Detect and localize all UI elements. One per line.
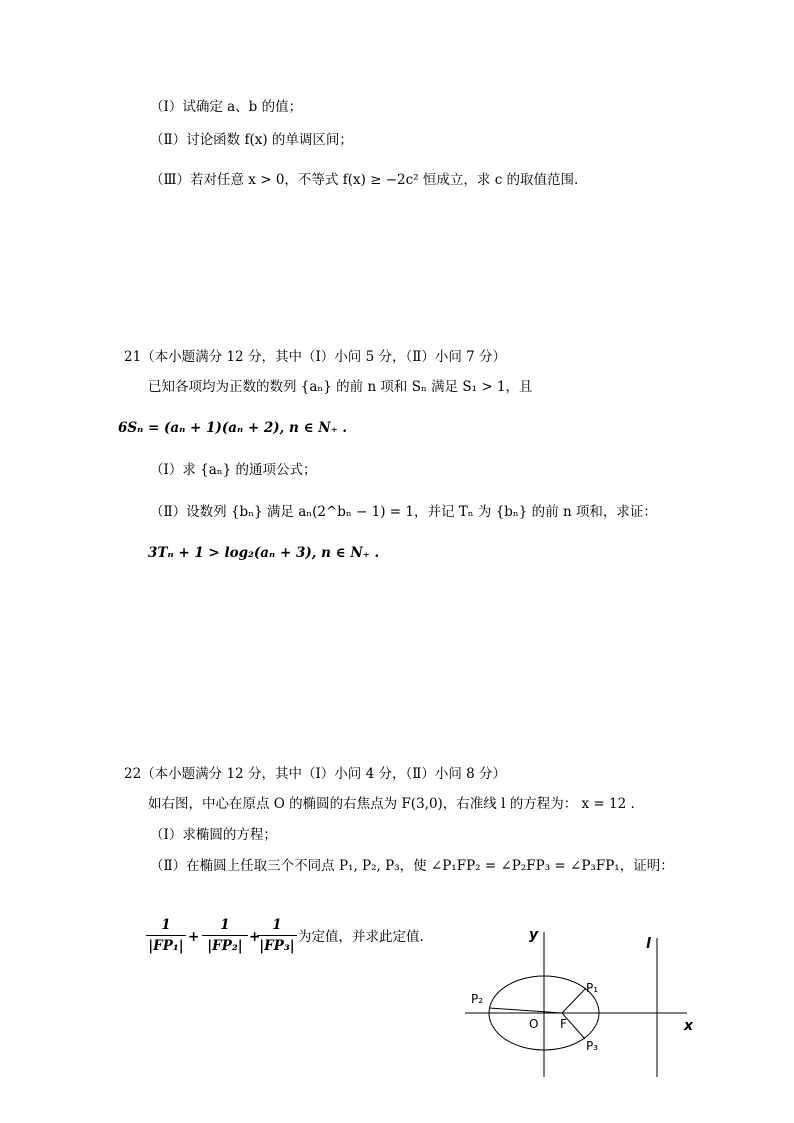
fraction-3-denominator: |FP₃|	[259, 938, 295, 954]
directrix-label: l	[646, 936, 651, 952]
q21-header: 21（本小题满分 12 分，其中（Ⅰ）小问 5 分，（Ⅱ）小问 7 分）	[124, 349, 507, 365]
fraction-1-bar	[146, 935, 186, 936]
focus-label: F	[560, 1017, 567, 1031]
fraction-3-numerator: 1	[272, 917, 282, 933]
q22-header: 22（本小题满分 12 分，其中（Ⅰ）小问 4 分，（Ⅱ）小问 8 分）	[124, 766, 507, 782]
q20-part1: （Ⅰ）试确定 a、b 的值；	[150, 99, 303, 115]
x-axis-label: x	[684, 1018, 694, 1034]
segment-fp2	[489, 1008, 562, 1013]
fraction-2-denominator: |FP₂|	[207, 938, 243, 954]
fraction-1-denominator: |FP₁|	[148, 938, 184, 954]
plus-sign-1: +	[188, 929, 200, 945]
q21-part2: （Ⅱ）设数列 {bₙ} 满足 aₙ(2^bₙ − 1) = 1，并记 Tₙ 为 {bₙ} 的前 n 项和，求证：	[150, 504, 657, 520]
q21-formula1: 6Sₙ = (aₙ + 1)(aₙ + 2), n ∈ N₊ .	[118, 420, 348, 436]
y-axis-label: y	[529, 927, 539, 943]
fraction-1	[146, 916, 186, 955]
q22-conclusion: 为定值，并求此定值.	[298, 929, 424, 945]
fraction-3	[257, 916, 297, 955]
q21-stem: 已知各项均为正数的数列 {aₙ} 的前 n 项和 Sₙ 满足 S₁ > 1，且	[148, 379, 533, 395]
segment-fp1	[562, 988, 586, 1013]
point-p1-label: P₁	[586, 981, 599, 995]
origin-label: O	[529, 1017, 539, 1031]
ellipse-figure	[455, 920, 705, 1080]
fraction-2	[202, 916, 248, 955]
fraction-2-bar	[202, 935, 248, 936]
point-p3-label: P₃	[586, 1039, 599, 1053]
fraction-3-bar	[257, 935, 297, 936]
q22-part1: （Ⅰ）求椭圆的方程；	[150, 827, 277, 843]
fraction-1-numerator: 1	[161, 917, 171, 933]
point-p2-label: P₂	[471, 992, 484, 1006]
plus-sign-2: +	[249, 929, 261, 945]
q22-stem: 如右图，中心在原点 O 的椭圆的右焦点为 F(3,0)，右准线 l 的方程为： x = 12 .	[148, 796, 635, 812]
q20-part3: （Ⅲ）若对任意 x > 0，不等式 f(x) ≥ −2c² 恒成立，求 c 的取值范围.	[150, 172, 579, 188]
q22-part2: （Ⅱ）在椭圆上任取三个不同点 P₁, P₂, P₃，使 ∠P₁FP₂ = ∠P₂FP₃ = ∠P₃FP₁，证明：	[150, 858, 674, 874]
q21-formula2: 3Tₙ + 1 > log₂(aₙ + 3), n ∈ N₊ .	[148, 545, 380, 561]
fraction-2-numerator: 1	[220, 917, 230, 933]
q20-part2: （Ⅱ）讨论函数 f(x) 的单调区间；	[150, 132, 353, 148]
q21-part1: （Ⅰ）求 {aₙ} 的通项公式；	[150, 462, 317, 478]
